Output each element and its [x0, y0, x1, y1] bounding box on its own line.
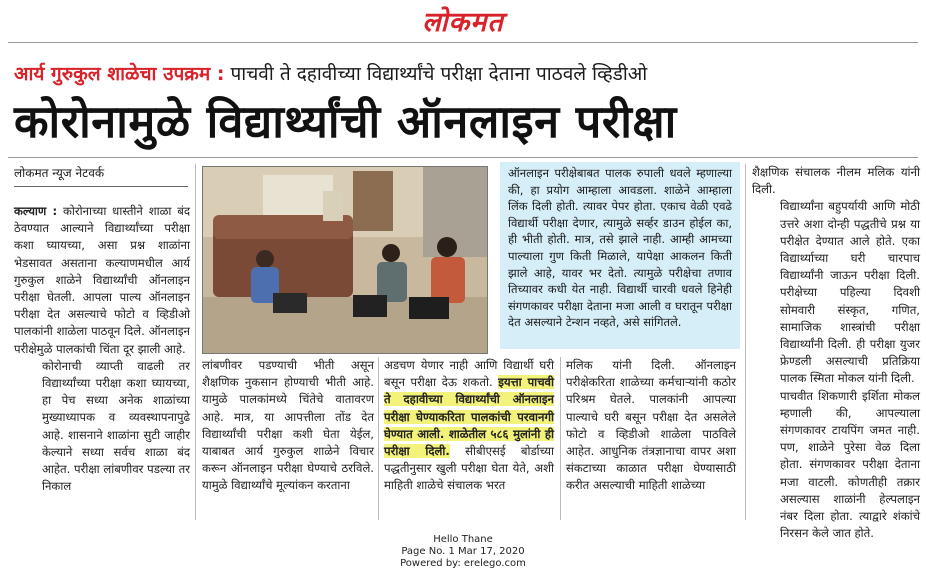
footer-edition: Hello Thane — [433, 534, 493, 545]
students-exam-photo — [203, 167, 488, 354]
kicker-text: पाचवी ते दहावीच्या विद्यार्थ्यांचे परीक्षा देताना पाठवले व्हिडीओ — [230, 63, 648, 85]
column-1-text-1: कोरोनाच्या धास्तीने शाळा बंद ठेवण्यात आल्याने विद्यार्थ्यांच्या परीक्षा कशा घ्यायच्या, असा प्रश्न शाळांना भेडसावत असताना कल्याणमधील आर्य गुरुकुल शाळेने विद्यार्थ्यांची ऑनलाइन परीक्षा घेतली. आपला पाल्य ऑनलाइन परीक्षा देत असल्याचे फोटो व व्हिडीओ पालकांनी शाळेला पाठवून दिले. ऑनलाइन परीक्षेमुळे पालकांची चिंता दूर झाली आहे. — [14, 204, 190, 356]
byline-divider — [14, 186, 188, 187]
kicker-prefix: आर्य गुरुकुल शाळेचा उपक्रम : — [14, 63, 225, 85]
highlighted-text: इयत्ता पाचवी ते दहावीच्या विद्यार्थ्यांची ऑनलाइन परीक्षा घेण्याकरिता पालकांची परवानगी घेण्यात आली. शाळेतील ५८६ मुलांनी ही परीक्षा दिली. — [384, 375, 555, 459]
column-divider — [378, 357, 379, 520]
column-5-paragraph-2: विद्यार्थ्यांना बहुपर्यायी आणि मोठी उत्तरे अशा दोन्ही पद्धतीचे प्रश्न या परीक्षेत देण्यात आले होते. एका विद्यार्थ्याच्या घरी चारपाच विद्यार्थ्यांनी जाऊन परीक्षा दिली. परीक्षेच्या पहिल्या दिवशी सोमवारी संस्कृत, गणित, सामाजिक शास्त्रांची परीक्षा विद्यार्थ्यांनी दिली. ही परीक्षा युजर फ्रेण्डली असल्याची प्रतिक्रिया पालक स्मिता मोकल यांनी दिली. — [780, 199, 920, 386]
byline: लोकमत न्यूज नेटवर्क — [14, 166, 105, 180]
kicker — [14, 60, 647, 86]
column-3-text-before: अडचण येणार नाही आणि विद्यार्थी घरी बसून परीक्षा देऊ शकतो. — [384, 358, 554, 390]
column-divider — [195, 164, 196, 520]
headline-divider — [8, 157, 918, 158]
article-photo — [202, 166, 488, 354]
masthead-divider — [8, 42, 918, 43]
article-column-2: लांबणीवर पडण्याची भीती असून शैक्षणिक नुकसान होण्याची भीती आहे. यामुळे पालकांमध्ये चिंतेचे वातावरण आहे. मात्र, या आपत्तीला तोंड देत विद्यार्थ्यांची परीक्षा कशी घेता येईल, याबाबत आर्य गुरुकुल शाळेने विचार करून ऑनलाइन परीक्षा घेण्याचे ठरविले. यामुळे विद्यार्थ्यांचे मूल्यांकन करताना — [202, 358, 374, 493]
article-column-3 — [384, 357, 554, 495]
article-column-1 — [14, 203, 190, 495]
column-1-paragraph-2: कोरोनाची व्याप्ती वाढली तर विद्यार्थ्यांच्या परीक्षा कशा घ्यायच्या, हा पेच सध्या अनेक शाळांच्या मुख्याध्यापक व व्यवस्थापनापुढे आहे. शासनाने शाळांना सुटी जाहीर केल्याने सध्या सर्वच शाळा बंद आहेत. परीक्षा लांबणीवर पडल्या तर निकाल — [42, 358, 190, 494]
column-1-paragraph-1 — [14, 203, 190, 358]
column-divider — [560, 357, 561, 520]
parent-quote-box: ऑनलाइन परीक्षेबाबत पालक रुपाली धवले म्हणाल्या की, हा प्रयोग आम्हाला आवडला. शाळेने आम्हाला लिंक दिली होती. त्यावर पेपर होता. एकाच वेळी एवढे विद्यार्थी परीक्षा देणार, त्यामुळे सर्व्हर डाउन होईल का, ही भीती होती. मात्र, तसे झाले नाही. आम्ही आमच्या पाल्याला गुण किती मिळाले, यापेक्षा आकलन किती झाले आहे, यावर भर देतो. त्यामुळे परीक्षेचा तणाव तिच्यावर कधी येत नाही. विद्यार्थी चारवी धवले हिनेही संगणकावर परीक्षा देताना मजा आली व घरातून परीक्षा देत असल्याने टेन्शन नव्हते, असे सांगितले. — [500, 162, 740, 349]
dateline: कल्याण : — [14, 204, 58, 218]
column-5-paragraph-3: पाचवीत शिकणारी इर्शिता मोकल म्हणाली की, आपल्याला संगणकावर टायपिंग जमत नाही. पण, शाळेने पुरेसा वेळ दिला होता. संगणकावर परीक्षा देताना मजा वाटली. कोणतीही तक्रार असल्यास शाळांनी हेल्पलाइन नंबर दिला होता. त्याद्वारे शंकांचे निरसन केले जात होते. — [780, 388, 920, 541]
masthead-logo: लोकमत — [422, 7, 504, 38]
footer-page: Page No. 1 Mar 17, 2020 — [401, 546, 525, 557]
article-column-4: मलिक यांनी दिली. ऑनलाइन परीक्षेकरिता शाळेच्या कर्मचाऱ्यांनी कठोर परिश्रम घेतले. पालकांनी आपल्या पाल्याचे घरी बसून परीक्षा देत असलेले फोटो व व्हिडीओ शाळेला पाठविले आहेत. आधुनिक तंत्रज्ञानाचा वापर अशा संकटाच्या काळात परीक्षा घेण्यासाठी करीत असल्याची माहिती शाळेच्या — [566, 358, 736, 493]
headline: कोरोनामुळे विद्यार्थ्यांची ऑनलाइन परीक्षा — [14, 95, 677, 148]
footer-powered: Powered by: erelego.com — [400, 558, 526, 569]
column-5-paragraph-1: शैक्षणिक संचालक नीलम मलिक यांनी दिली. — [752, 165, 920, 197]
column-divider — [745, 164, 746, 520]
column-3-text-after: सीबीएसई बोर्डाच्या पद्धतीनुसार खुली परीक्षा घेता येते, अशी माहिती शाळेचे संचालक भरत — [384, 444, 554, 493]
article-column-5 — [752, 164, 920, 542]
